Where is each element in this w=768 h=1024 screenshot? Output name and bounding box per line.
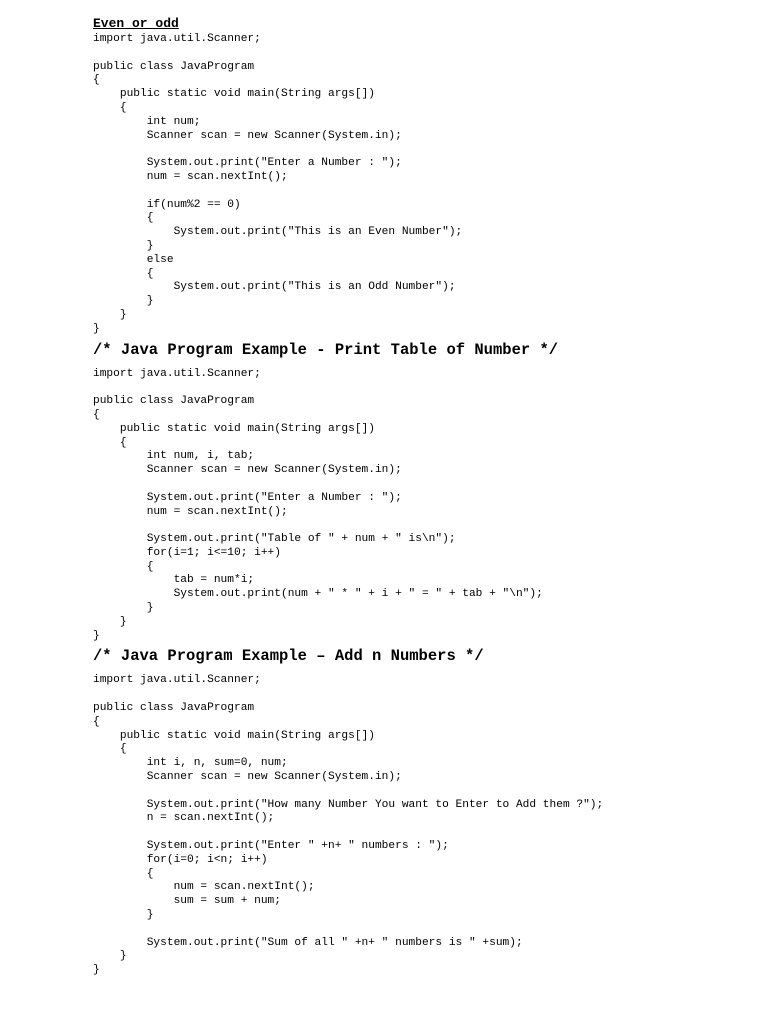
code-line: System.out.print("Table of " + num + " is\n"); (93, 533, 456, 546)
section-title-print-table: /* Java Program Example - Print Table of Number */ (93, 340, 559, 359)
code-line: Scanner scan = new Scanner(System.in); (93, 771, 402, 784)
code-line (93, 923, 753, 937)
code-line: } (93, 295, 154, 308)
code-block-add-n-numbers (93, 674, 753, 978)
code-line: { (93, 560, 154, 573)
code-line: System.out.print(num + " * " + i + " = " + tab + "\n"); (93, 588, 543, 601)
code-line: sum = sum + num; (93, 895, 281, 908)
code-line: import java.util.Scanner; (93, 367, 261, 380)
code-line: } (93, 602, 154, 615)
code-line: public class JavaProgram (93, 60, 255, 73)
code-line: Scanner scan = new Scanner(System.in); (93, 464, 402, 477)
code-line: System.out.print("Enter " +n+ " numbers : "); (93, 840, 449, 853)
code-line (93, 826, 753, 840)
code-line: { (93, 743, 127, 756)
section-title-even-or-odd: Even or odd (93, 16, 179, 31)
code-line: public static void main(String args[]) (93, 729, 375, 742)
code-line (93, 381, 753, 395)
code-line: } (93, 950, 127, 963)
document-page (93, 17, 753, 978)
code-line: } (93, 909, 154, 922)
code-line: { (93, 408, 100, 421)
code-line: public static void main(String args[]) (93, 88, 375, 101)
code-line: if(num%2 == 0) (93, 198, 241, 211)
code-line: } (93, 615, 127, 628)
code-line: { (93, 867, 154, 880)
code-line: { (93, 74, 100, 87)
code-line: num = scan.nextInt(); (93, 505, 288, 518)
code-line (93, 47, 753, 61)
code-line: } (93, 308, 127, 321)
code-line: public static void main(String args[]) (93, 422, 375, 435)
code-line: int i, n, sum=0, num; (93, 757, 288, 770)
code-line: import java.util.Scanner; (93, 33, 261, 45)
code-line: System.out.print("Sum of all " +n+ " numbers is " +sum); (93, 936, 523, 949)
code-block-print-table (93, 368, 753, 644)
code-line: { (93, 436, 127, 449)
code-line: int num; (93, 115, 201, 128)
code-line: for(i=1; i<=10; i++) (93, 546, 281, 559)
code-line: System.out.print("Enter a Number : "); (93, 491, 402, 504)
code-line (93, 785, 753, 799)
code-line: for(i=0; i<n; i++) (93, 853, 268, 866)
code-line: tab = num*i; (93, 574, 255, 587)
code-line: int num, i, tab; (93, 450, 255, 463)
code-line (93, 478, 753, 492)
code-line (93, 688, 753, 702)
code-line: System.out.print("How many Number You want to Enter to Add them ?"); (93, 798, 604, 811)
code-line: System.out.print("This is an Even Number"); (93, 226, 463, 239)
code-line: n = scan.nextInt(); (93, 812, 275, 825)
code-line: public class JavaProgram (93, 702, 255, 715)
code-line: num = scan.nextInt(); (93, 170, 288, 183)
code-line: System.out.print("Enter a Number : "); (93, 157, 402, 170)
code-line: } (93, 629, 100, 642)
code-line: } (93, 964, 100, 977)
code-line (93, 185, 753, 199)
code-line: public class JavaProgram (93, 395, 255, 408)
code-line: { (93, 715, 100, 728)
code-line: System.out.print("This is an Odd Number"); (93, 281, 456, 294)
section-title-add-n-numbers: /* Java Program Example – Add n Numbers */ (93, 647, 484, 666)
code-line: else (93, 253, 174, 266)
code-line: import java.util.Scanner; (93, 674, 261, 687)
code-block-even-or-odd (93, 33, 753, 337)
code-line (93, 519, 753, 533)
code-line: { (93, 212, 154, 225)
code-line: Scanner scan = new Scanner(System.in); (93, 129, 402, 142)
code-line: num = scan.nextInt(); (93, 881, 315, 894)
code-line: { (93, 267, 154, 280)
code-line (93, 143, 753, 157)
code-line: } (93, 322, 100, 335)
code-line: } (93, 239, 154, 252)
code-line: { (93, 101, 127, 114)
